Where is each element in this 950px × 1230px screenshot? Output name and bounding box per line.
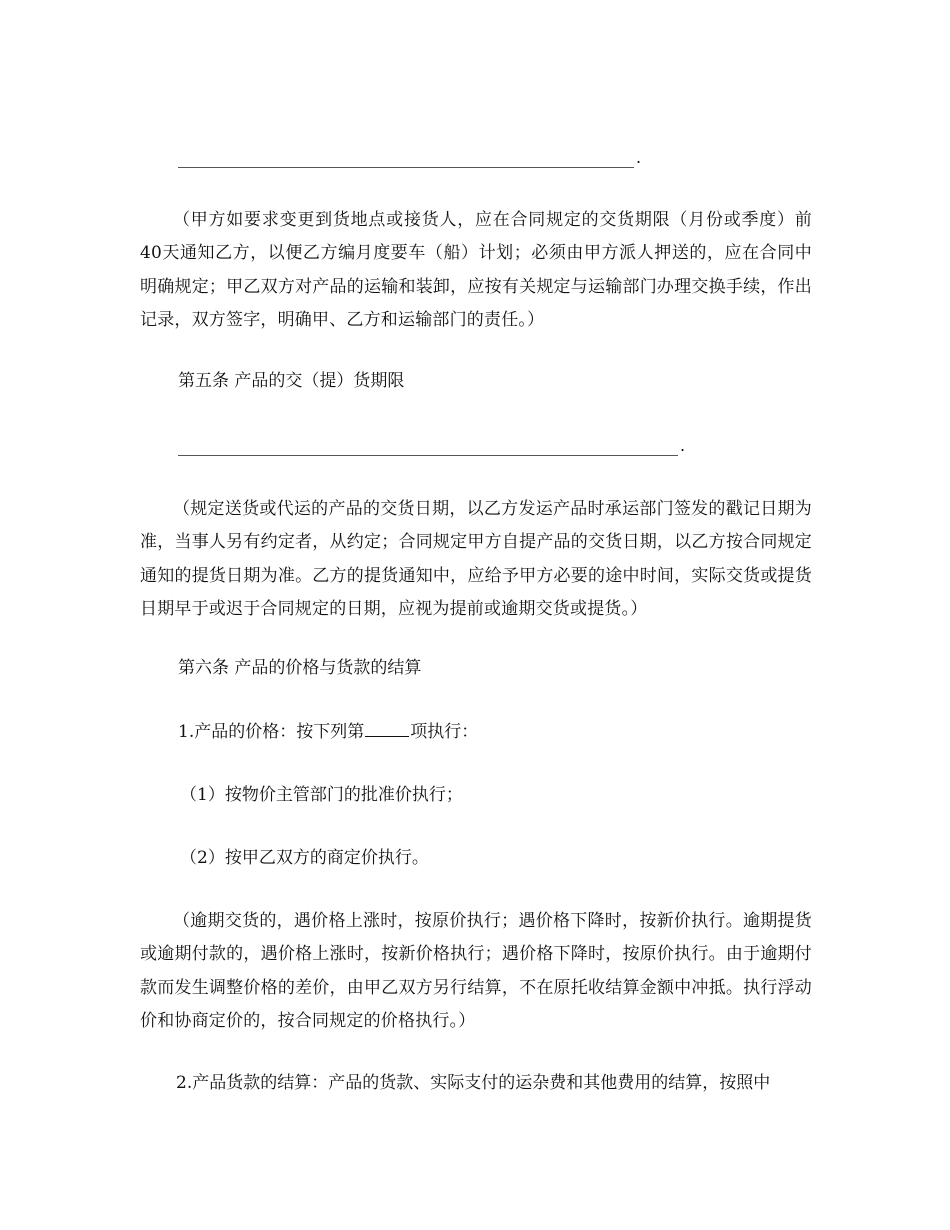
price-item-1	[178, 720, 478, 744]
price-item-1-prefix: 1.产品的价格：按下列第	[178, 722, 365, 742]
paragraph-price-adjustment: （逾期交货的，遇价格上涨时，按原价执行；遇价格下降时，按新价执行。逾期提货或逾期付款的，遇价格上涨时，按新价格执行；遇价格下降时，按原价执行。由于逾期付款而发生调整价格的差价，由甲乙双方另行结算，不在原托收结算金额中冲抵。执行浮动价和协商定价的，按合同规定的价格执行。）	[140, 911, 812, 1031]
line-end-period: .	[636, 148, 642, 167]
price-item-1-suffix: 项执行：	[410, 722, 479, 742]
paragraph-delivery-change: （甲方如要求变更到货地点或接货人，应在合同规定的交货期限（月份或季度）前40天通知乙方，以便乙方编月度要车（船）计划；必须由甲方派人押送的，应在合同中明确规定；甲乙双方对产品的运输和装卸，应按有关规定与运输部门办理交换手续，作出记录，双方签字，明确甲、乙方和运输部门的责任。）	[140, 210, 812, 330]
underline-rule	[178, 443, 678, 456]
paragraph-delivery-date: （规定送货或代运的产品的交货日期，以乙方发运产品时承运部门签发的戳记日期为准，当事人另有约定者，从约定；合同规定甲方自提产品的交货日期，以乙方按合同规定通知的提货日期为准。乙方的提货通知中，应给予甲方必要的途中时间，实际交货或提货日期早于或迟于合同规定的日期，应视为提前或逾期交货或提货。）	[140, 499, 812, 619]
article-6-heading: 第六条 产品的价格与货款的结算	[178, 658, 422, 678]
price-option-2: （2）按甲乙双方的商定价执行。	[180, 848, 429, 868]
payment-item-2: 2.产品货款的结算：产品的货款、实际支付的运杂费和其他费用的结算，按照中	[176, 1073, 771, 1093]
price-option-1: （1）按物价主管部门的批准价执行；	[180, 785, 463, 805]
blank-fill-line	[178, 436, 685, 456]
blank-fill-line	[178, 148, 641, 168]
article-5-heading: 第五条 产品的交（提）货期限	[178, 371, 405, 391]
option-number-blank[interactable]	[365, 720, 409, 737]
underline-rule	[178, 155, 634, 168]
line-end-period: .	[680, 436, 686, 455]
